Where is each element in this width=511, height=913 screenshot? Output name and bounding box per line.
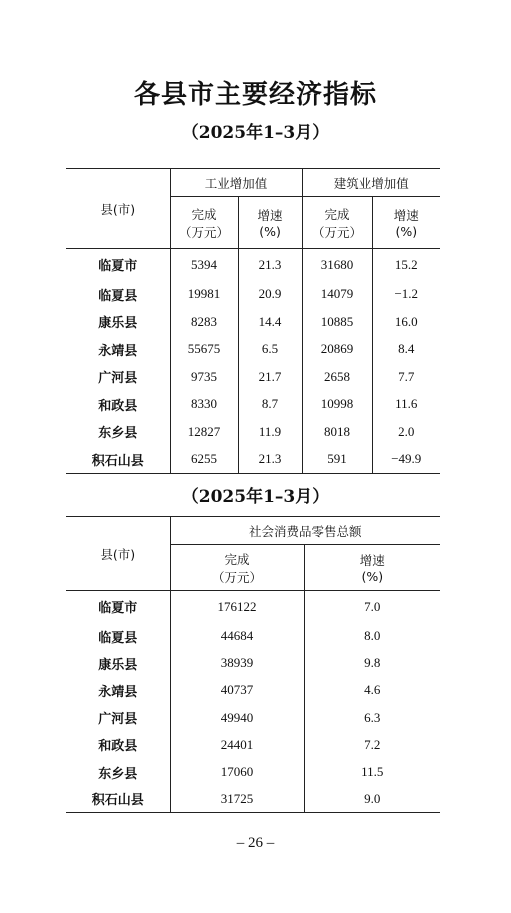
table-row (66, 650, 440, 677)
table-row (66, 336, 440, 364)
subheader-complete: 完成 （万元） (170, 545, 304, 591)
industry-value-cell: 5394 (170, 249, 238, 281)
county-cell: 康乐县 (98, 657, 138, 673)
group-header-construction: 建筑业增加值 (302, 169, 440, 197)
construction-value-cell: 14079 (302, 281, 372, 309)
industry-value-cell: 6255 (170, 446, 238, 474)
table-row (66, 758, 440, 785)
retail-growth-cell: 4.6 (304, 677, 440, 704)
county-cell: 康乐县 (98, 316, 138, 332)
page-title: 各县市主要经济指标 (133, 80, 377, 110)
industry-value-cell: 55675 (170, 336, 238, 364)
retail-value-cell: 176122 (170, 591, 304, 623)
county-cell: 广河县 (98, 712, 138, 728)
industry-value-cell: 19981 (170, 281, 238, 309)
table-row (66, 391, 440, 419)
table2-period: （2025年1–3月） (181, 487, 330, 507)
construction-growth-cell: 8.4 (372, 336, 440, 364)
retail-growth-cell: 6.3 (304, 704, 440, 731)
retail-value-cell: 31725 (170, 786, 304, 813)
industry-value-cell: 8330 (170, 391, 238, 419)
table-row (66, 731, 440, 758)
county-cell: 永靖县 (98, 343, 138, 359)
county-cell: 永靖县 (98, 684, 138, 700)
county-cell: 和政县 (98, 739, 138, 755)
retail-growth-cell: 11.5 (304, 758, 440, 785)
construction-value-cell: 591 (302, 446, 372, 474)
group-header-industry: 工业增加值 (170, 169, 302, 197)
table-row (66, 623, 440, 650)
county-cell: 东乡县 (98, 766, 138, 782)
industry-value-cell: 8283 (170, 308, 238, 336)
retail-value-cell: 24401 (170, 731, 304, 758)
industry-construction-table (66, 168, 440, 474)
construction-growth-cell: 16.0 (372, 308, 440, 336)
county-cell: 临夏县 (98, 630, 138, 646)
industry-growth-cell: 6.5 (238, 336, 302, 364)
county-cell: 和政县 (98, 398, 138, 414)
retail-sales-table (66, 516, 440, 813)
table-row (66, 677, 440, 704)
industry-growth-cell: 21.7 (238, 363, 302, 391)
county-cell: 东乡县 (98, 426, 138, 442)
retail-value-cell: 38939 (170, 650, 304, 677)
industry-growth-cell: 21.3 (238, 249, 302, 281)
construction-growth-cell: −1.2 (372, 281, 440, 309)
table-row (66, 591, 440, 623)
construction-growth-cell: 11.6 (372, 391, 440, 419)
construction-value-cell: 10998 (302, 391, 372, 419)
county-cell: 广河县 (98, 371, 138, 387)
construction-value-cell: 20869 (302, 336, 372, 364)
county-cell: 积石山县 (91, 453, 144, 469)
retail-growth-cell: 9.8 (304, 650, 440, 677)
construction-growth-cell: 2.0 (372, 418, 440, 446)
subheader-growth: 增速 (%) (304, 545, 440, 591)
table-row (66, 446, 440, 474)
construction-growth-cell: −49.9 (372, 446, 440, 474)
retail-growth-cell: 7.0 (304, 591, 440, 623)
table1-period: （2025年1–3月） (181, 123, 330, 143)
retail-growth-cell: 7.2 (304, 731, 440, 758)
industry-growth-cell: 14.4 (238, 308, 302, 336)
table-row (66, 281, 440, 309)
industry-value-cell: 9735 (170, 363, 238, 391)
retail-growth-cell: 9.0 (304, 786, 440, 813)
retail-value-cell: 40737 (170, 677, 304, 704)
industry-growth-cell: 8.7 (238, 391, 302, 419)
construction-value-cell: 31680 (302, 249, 372, 281)
group-header-retail: 社会消费品零售总额 (170, 517, 440, 545)
industry-growth-cell: 21.3 (238, 446, 302, 474)
construction-value-cell: 2658 (302, 363, 372, 391)
county-cell: 临夏市 (98, 601, 138, 617)
subheader-growth: 增速 (%) (372, 197, 440, 249)
construction-value-cell: 8018 (302, 418, 372, 446)
industry-growth-cell: 20.9 (238, 281, 302, 309)
county-cell: 积石山县 (91, 793, 144, 809)
row-header: 县(市) (66, 517, 170, 591)
subheader-complete: 完成 （万元） (170, 197, 238, 249)
retail-value-cell: 17060 (170, 758, 304, 785)
table-row (66, 418, 440, 446)
subheader-growth: 增速 (%) (238, 197, 302, 249)
subheader-complete: 完成 （万元） (302, 197, 372, 249)
retail-value-cell: 49940 (170, 704, 304, 731)
table-row (66, 704, 440, 731)
industry-growth-cell: 11.9 (238, 418, 302, 446)
row-header: 县(市) (66, 169, 170, 249)
construction-growth-cell: 7.7 (372, 363, 440, 391)
table-row (66, 308, 440, 336)
construction-growth-cell: 15.2 (372, 249, 440, 281)
table-row (66, 363, 440, 391)
retail-growth-cell: 8.0 (304, 623, 440, 650)
county-cell: 临夏县 (98, 288, 138, 304)
retail-value-cell: 44684 (170, 623, 304, 650)
table-row (66, 249, 440, 281)
industry-value-cell: 12827 (170, 418, 238, 446)
page-number: – 26 – (236, 835, 275, 851)
table-row (66, 786, 440, 813)
county-cell: 临夏市 (98, 259, 138, 275)
construction-value-cell: 10885 (302, 308, 372, 336)
